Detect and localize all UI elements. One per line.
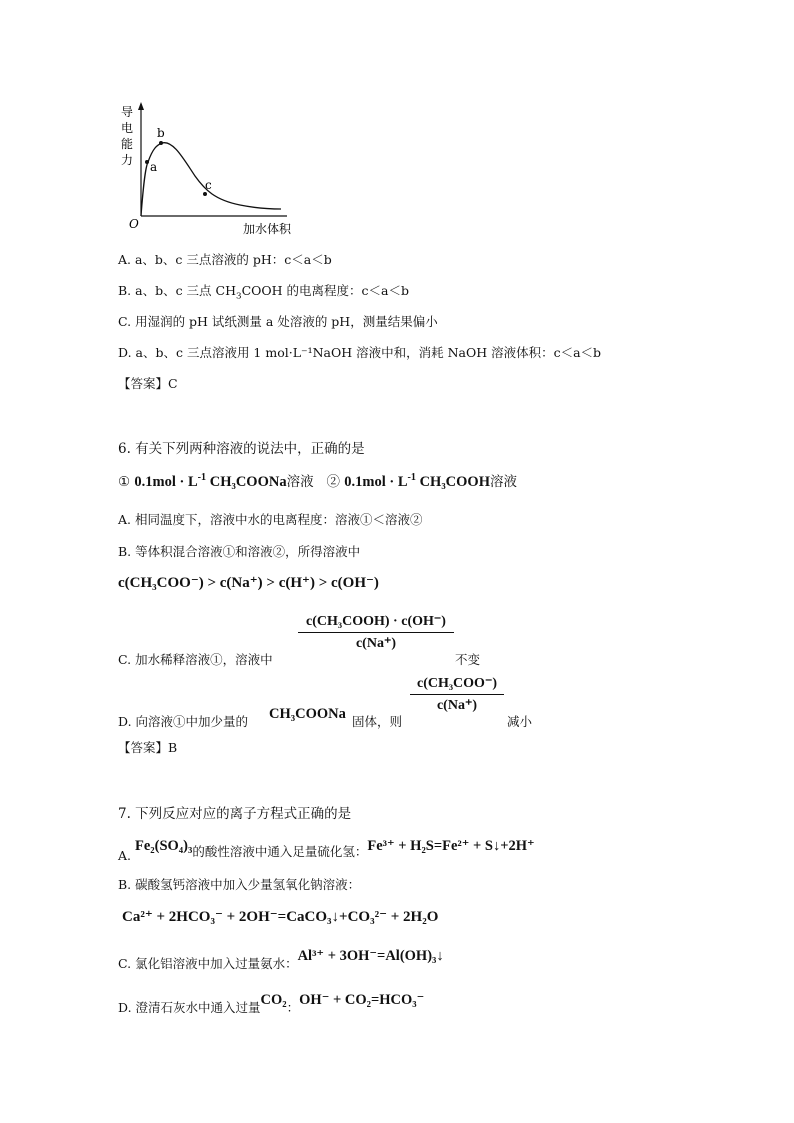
y-axis-label-4: 力 (121, 153, 134, 167)
point-a (145, 160, 149, 164)
y-axis-label-3: 能 (121, 137, 134, 151)
q6-option-d-mid: 固体，则 (352, 714, 403, 729)
solution-1-word: 溶液 (286, 474, 314, 490)
fraction-numerator: c(CH₃COOH) · c(OH⁻) (306, 614, 446, 629)
point-b-label: b (157, 126, 165, 140)
solution-1-formula: $0.1mol \cdot L^{-1}$ CH₃COONa (134, 472, 287, 490)
solution-1-number: ① (118, 474, 131, 490)
point-c (203, 192, 207, 196)
q6-option-d-salt: CH₃COONa (269, 706, 346, 722)
q5-option-b: B. a、b、c 三点 $CH_3COOH$ 的电离程度：c＜a＜b (118, 283, 409, 302)
conductivity-graph (115, 100, 295, 240)
point-a-label: a (150, 160, 158, 174)
fraction-denominator: c(Na⁺) (436, 698, 478, 713)
q7-option-b-equation: Ca²⁺ + 2HCO₃⁻ + 2OH⁻=CaCO₃↓+CO₃²⁻ + 2H₂O (122, 909, 439, 925)
q6-option-b-inequality: c(CH₃COO⁻) > c(Na⁺) > c(H⁺) > c(OH⁻) (118, 575, 379, 591)
solution-2-number: ② (326, 474, 340, 490)
q6-answer: 【答案】B (118, 740, 178, 755)
y-axis-label-1: 导 (121, 105, 134, 119)
x-axis-label: 加水体积 (243, 222, 292, 236)
q6-option-c-fraction (298, 613, 454, 652)
q5-option-c: C. 用湿润的 pH 试纸测量 a 处溶液的 pH，测量结果偏小 (118, 314, 438, 329)
solution-2-word: 溶液 (489, 474, 517, 490)
y-axis-label-2: 电 (121, 121, 134, 135)
q6-option-d-fraction (410, 675, 504, 714)
q5-option-d: D. a、b、c 三点溶液用 1 mol·L⁻¹NaOH 溶液中和，消耗 NaOH 溶液体积：c＜a＜b (118, 345, 602, 360)
q6-option-d-suffix: 减小 (507, 714, 533, 729)
q6-solutions (118, 470, 517, 491)
q6-option-a: A. 相同温度下，溶液中水的电离程度：溶液①＜溶液② (118, 512, 423, 527)
fraction-numerator: c(CH₃COO⁻) (416, 676, 497, 691)
q6-option-d-text: D. 向溶液①中加少量的 (118, 714, 249, 729)
q6-stem: 6. 有关下列两种溶液的说法中，正确的是 (118, 441, 365, 457)
y-axis-arrow (138, 102, 144, 110)
q6-option-b: B. 等体积混合溶液①和溶液②，所得溶液中 (118, 544, 361, 559)
q7-option-b: B. 碳酸氢钙溶液中加入少量氢氧化钠溶液： (118, 877, 361, 892)
q6-option-c-suffix: 不变 (455, 652, 481, 667)
q7-option-a: A. Fe₂(SO₄)₃的酸性溶液中通入足量硫化氢：Fe³⁺ + H₂S=Fe²⁺ + S↓+2H⁺ (118, 838, 535, 863)
q5-answer: 【答案】C (118, 376, 178, 391)
q7-option-d: D. 澄清石灰水中通入过量CO₂：OH⁻ + CO₂=HCO₃⁻ (118, 992, 425, 1015)
origin-label: O (129, 217, 139, 231)
fraction-denominator: c(Na⁺) (355, 636, 397, 651)
point-c-label: c (205, 178, 212, 192)
q7-stem: 7. 下列反应对应的离子方程式正确的是 (118, 806, 352, 822)
point-b (159, 141, 163, 145)
q7-option-c: C. 氯化铝溶液中加入过量氨水：Al³⁺ + 3OH⁻=Al(OH)₃↓ (118, 948, 444, 971)
solution-2-formula: $0.1mol \cdot L^{-1}$ CH₃COOH (344, 472, 490, 490)
q5-option-a: A. a、b、c 三点溶液的 pH：c＜a＜b (118, 252, 332, 267)
q6-option-c-text: C. 加水稀释溶液①，溶液中 (118, 652, 273, 667)
